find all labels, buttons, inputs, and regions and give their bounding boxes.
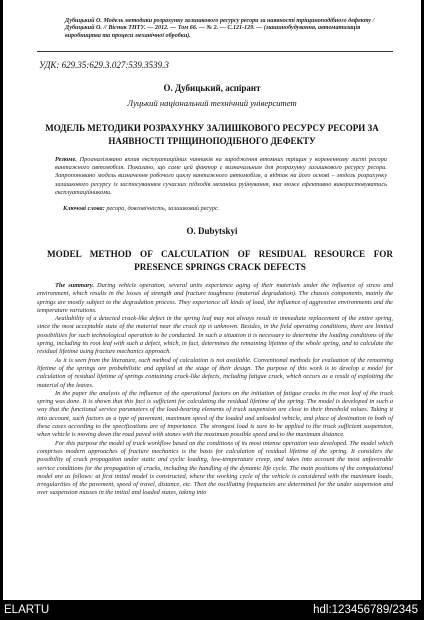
summary-paragraph: In the paper the analysis of the influence of the operational factors on the initiation of fatigue cracks in the root leaf of the truck spring was done. It is shown that this fact is sufficient for calculating the residual lifetime of the spring. The model is developed in such a way that the functional service parameters of the load-bearing elements of truck suspension are close to their threshold values. Taking it into account, such factors as a type of pavement, maximum speed of the loaded and unloaded vehicle, and place of destination in both of these cases according to the specifications are of importance. The strongest load is sure to be applied to the truck sufficient suspension, when vehicle is moving down the road paved with stones with the maximum possible speed and to the maximum distance.	[37, 389, 393, 439]
affiliation-ua: Луцький національний технічний університет	[127, 98, 297, 108]
keywords-ua-label: Ключові слова:	[63, 205, 105, 212]
summary-en	[37, 282, 393, 498]
abstract-ua-label: Резюме.	[55, 156, 77, 163]
abstract-ua-text: Проаналізовано вплив експлуатаційних чинників на зародження втомних тріщин у корененному листі ресори вантажного автомобіля. Показано, що саме цей фактор є визначальним для розрахунку залишкового ресурсу ресори. Запропоновано модель визначення робочого циклу вантажного автомобіля, а відтак на його основі – модель розрахунку залишкового ресурсу із застосуванням сучасних підходів механіки руйнування, яка може ефективно використовуватись експлуатаційниками.	[55, 156, 387, 196]
authors-ua: О. Дубицький, аспірант	[163, 83, 261, 93]
author-en: O. Dubytskyi	[186, 226, 238, 236]
abstract-ua	[55, 156, 387, 197]
summary-paragraph: As it is seen from the literature, such method of calculation is not available. Conventional methods for evaluation of the remaining lifetime of the springs are probabilistic and applied at the stage of their design. The purpose of this work is to develop a model for calculation of residual lifetime of springs containing crack-like defects, including fatigue crack, which occurs as a result of exploiting the material of the leaves.	[37, 356, 393, 389]
header-divider	[37, 51, 393, 52]
title-en: MODEL METHOD OF CALCULATION OF RESIDUAL RESOURCE FOR PRESENCE SPRINGS CRACK DEFECTS	[47, 249, 393, 272]
summary-paragraph	[37, 282, 393, 315]
keywords-ua	[63, 205, 387, 213]
udk-code: УДК: 629.35:629.3.027:539.3539.3	[39, 60, 169, 70]
summary-paragraph: Availability of a detected crack-like defect in the spring leaf may not always result in immediate replacement of the entire spring, since the most acceptable state of the material near the crack tip is unknown. Besides, in the field operating conditions, there are limited possibilities for such technological operation to be conducted. In such a situation it is necessary to determine the loading conditions of the spring, including its root leaf with such a defect, which, in fact, determines the remaining lifetime of the whole spring, and to calculate the residual lifetime using fracture mechanics approach.	[37, 315, 393, 356]
repository-label: ELARTU	[4, 604, 50, 616]
summary-paragraph: For this purpose the model of truck workflow based on the conditions of its most intense operation was developed. The model which comprises modern approaches of fracture mechanics is the basis for calculation of residual lifetime of the spring. It considers the possibility of crack propagation under static and cyclic loading, low-temperature creep, and takes into account the most unfavorable service conditions for the propagation of cracks, including the handling of the dynamic life cycle. The main positions of the computational model are as follows: at first initial model is constructed, where the working cycle of the vehicle is considered with the maximum loads, irregularities of the pavement, speed of travel, distance, etc. Then the oscillating frequencies are determined for the under suspension and over suspension masses in the initial and loaded states, taking into	[37, 439, 393, 497]
paper-page	[3, 0, 421, 600]
title-ua: МОДЕЛЬ МЕТОДИКИ РОЗРАХУНКУ ЗАЛИШКОВОГО РЕСУРСУ РЕСОРИ ЗА НАЯВНОСТІ ТРІЩИНОПОДІБНОГО ДЕФЕКТУ	[45, 123, 379, 146]
summary-en-label: The summary.	[55, 282, 94, 289]
citation-header: Дубицький О. Модель методики розрахунку залишкового ресурсу ресори за наявності тріщиноподібного дефекту / Дубицький О. // Вісник ТНТУ. — 2012. — Том 66. — № 2. — С.121-129. — (машинобудування, автоматизація виробництва та процеси механічної обробки).	[65, 18, 375, 39]
handle-label: hdl:123456789/2345	[313, 604, 418, 616]
footer-bar	[0, 600, 424, 620]
summary-paragraph-text: During vehicle operation, several units experience aging of their materials under the influence of stress and environment, which results in the losses of strength and fracture toughness (material degradation). The chassis components, mainly the springs are mostly subject to the degradation process. They experience all kinds of load, the influence of aggressive environments and the temperature variations.	[37, 282, 393, 314]
keywords-ua-text: ресора, довговічність, залишковий ресурс.	[106, 205, 220, 212]
